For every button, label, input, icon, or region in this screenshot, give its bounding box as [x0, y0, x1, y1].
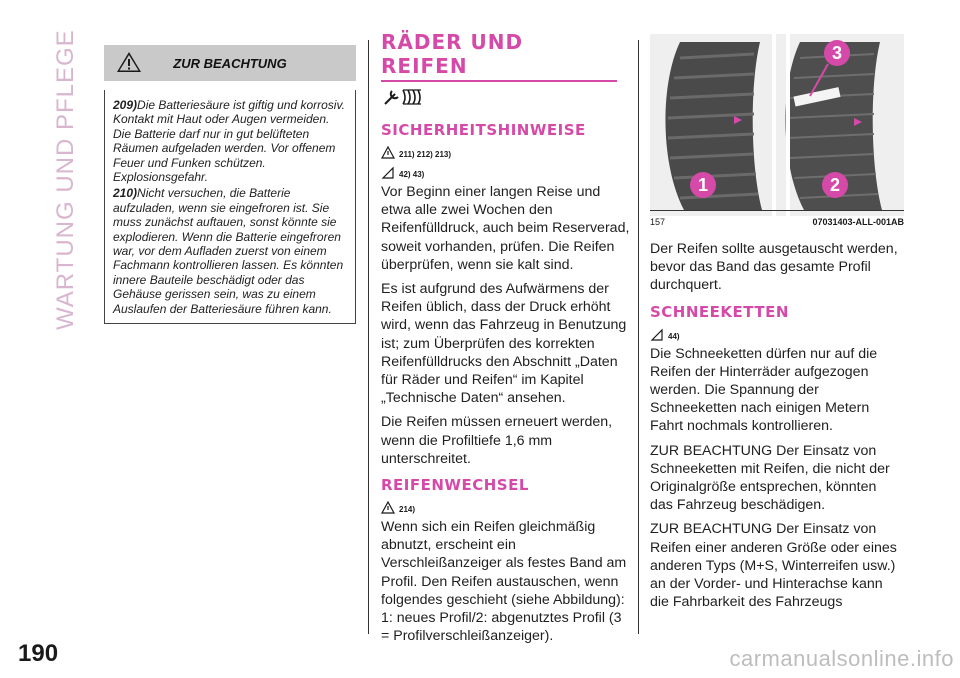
reference-numbers: 44) [668, 331, 680, 341]
paragraph: Vor Beginn einer langen Reise und etwa alle zwei Wochen den Reifenfülldruck, auch beim Reserverad, soweit vorhanden, prüfen. Die Reifen überprüfen, wenn sie kalt sind. [381, 184, 630, 273]
reference-numbers: 214) [399, 505, 416, 515]
paragraph: Der Reifen sollte ausgetauscht werden, bevor das Band das gesamte Profil durchquert. [650, 241, 898, 294]
warning-item-text: Die Batteriesäure ist giftig und korrosiv. Kontakt mit Haut oder Augen vermeiden. Die Batterie darf nur in gut belüfteten Räumen aufgeladen werden. Vor offenem Feuer und Funken schützen. Explosionsgefahr. [113, 98, 345, 185]
page-number: 190 [18, 640, 59, 667]
warning-header [104, 45, 356, 81]
reference-line [381, 163, 633, 179]
section-heading-tire-change: REIFENWECHSEL [381, 476, 529, 495]
paragraph: Wenn sich ein Reifen gleichmäßig abnutzt, erscheint ein Verschleißanzeiger als festes Band am Profil. Den Reifen austauschen, wenn folgendes geschieht (siehe Abbildung): 1: neues Profil/2: abgenutztes Profil (3 = Profilverschleißanzeiger). [381, 519, 627, 645]
watermark: carmanualsonline.info [729, 646, 954, 671]
note-small-icon [381, 166, 395, 179]
column-right [650, 240, 902, 617]
chapter-side-title: WARTUNG UND PFLEGE [52, 29, 79, 330]
warning-title: ZUR BEACHTUNG [173, 55, 287, 71]
note-small-icon [650, 328, 664, 341]
warning-item-text: Nicht versuchen, die Batterie aufzuladen, wenn sie eingefroren ist. Sie muss zunächst auftauen, sonst könnte sie explodieren. Wenn die Batterie eingefroren war, vor dem Aufladen zuerst von einem Fachmann kontrollieren lassen. Es könnten innere Bauteile beschädigt oder das Gehäuse gerissen sein, was zu einem Auslaufen der Batteriesäure führen kann. [113, 186, 344, 316]
section-heading-snow-chains: SCHNEEKETTEN [650, 302, 789, 321]
section-heading-safety: SICHERHEITSHINWEISE [381, 121, 586, 139]
paragraph: Die Schneeketten dürfen nur auf die Reifen der Hinterräder aufgezogen werden. Die Spannung der Schneeketten nach einigen Metern Fahrt nochmals kontrollieren. [650, 345, 878, 435]
warning-item [113, 186, 347, 316]
warning-small-icon [381, 501, 395, 514]
chapter-heading: RÄDER UND REIFEN [381, 30, 617, 82]
warning-item [113, 98, 347, 184]
column-divider [368, 40, 369, 634]
paragraph: ZUR BEACHTUNG Der Einsatz von Schneeketten mit Reifen, die nicht der Originalgröße entsprechen, könnten das Fahrzeug beschädigen. [650, 442, 890, 514]
warning-small-icon [381, 146, 395, 159]
figure-label-1: 1 [690, 172, 716, 198]
reference-line [381, 498, 633, 514]
figure-id: 07031403-ALL-001AB [812, 216, 904, 227]
reference-numbers: 211) 212) 213) [399, 150, 452, 159]
figure-label-3: 3 [824, 40, 850, 66]
reference-line [650, 325, 902, 341]
warning-item-number: 210) [113, 186, 138, 201]
warning-triangle-icon [116, 50, 142, 74]
paragraph: ZUR BEACHTUNG Der Einsatz von Reifen einer anderen Größe oder eines anderen Typs (M+S, Winterreifen usw.) an der Vorder- und Hinterachse kann die Fahrbarkeit des Fahrzeugs [650, 521, 897, 611]
reference-numbers: 42) 43) [399, 170, 425, 179]
tire-illustration [650, 34, 904, 216]
figure-label-2: 2 [822, 172, 848, 198]
column-divider [638, 40, 639, 634]
figure-caption [650, 210, 904, 230]
reference-line [381, 143, 633, 159]
wrench-tire-icon [381, 86, 427, 108]
warning-item-number: 209) [113, 98, 138, 112]
figure-number: 157 [650, 216, 666, 227]
paragraph: Es ist aufgrund des Aufwärmens der Reifen üblich, dass der Druck erhöht wird, wenn das Fahrzeug in Benutzung ist; zum Überprüfen des korrekten Reifenfülldrucks den Abschnitt „Daten für Räder und Reifen“ im Kapitel „Technische Daten“ ansehen. [381, 281, 627, 407]
tire-wear-figure [650, 34, 904, 216]
paragraph: Die Reifen müssen erneuert werden, wenn die Profiltiefe 1,6 mm unterschreitet. [381, 414, 613, 467]
warning-body [104, 90, 356, 324]
column-middle [381, 30, 633, 651]
